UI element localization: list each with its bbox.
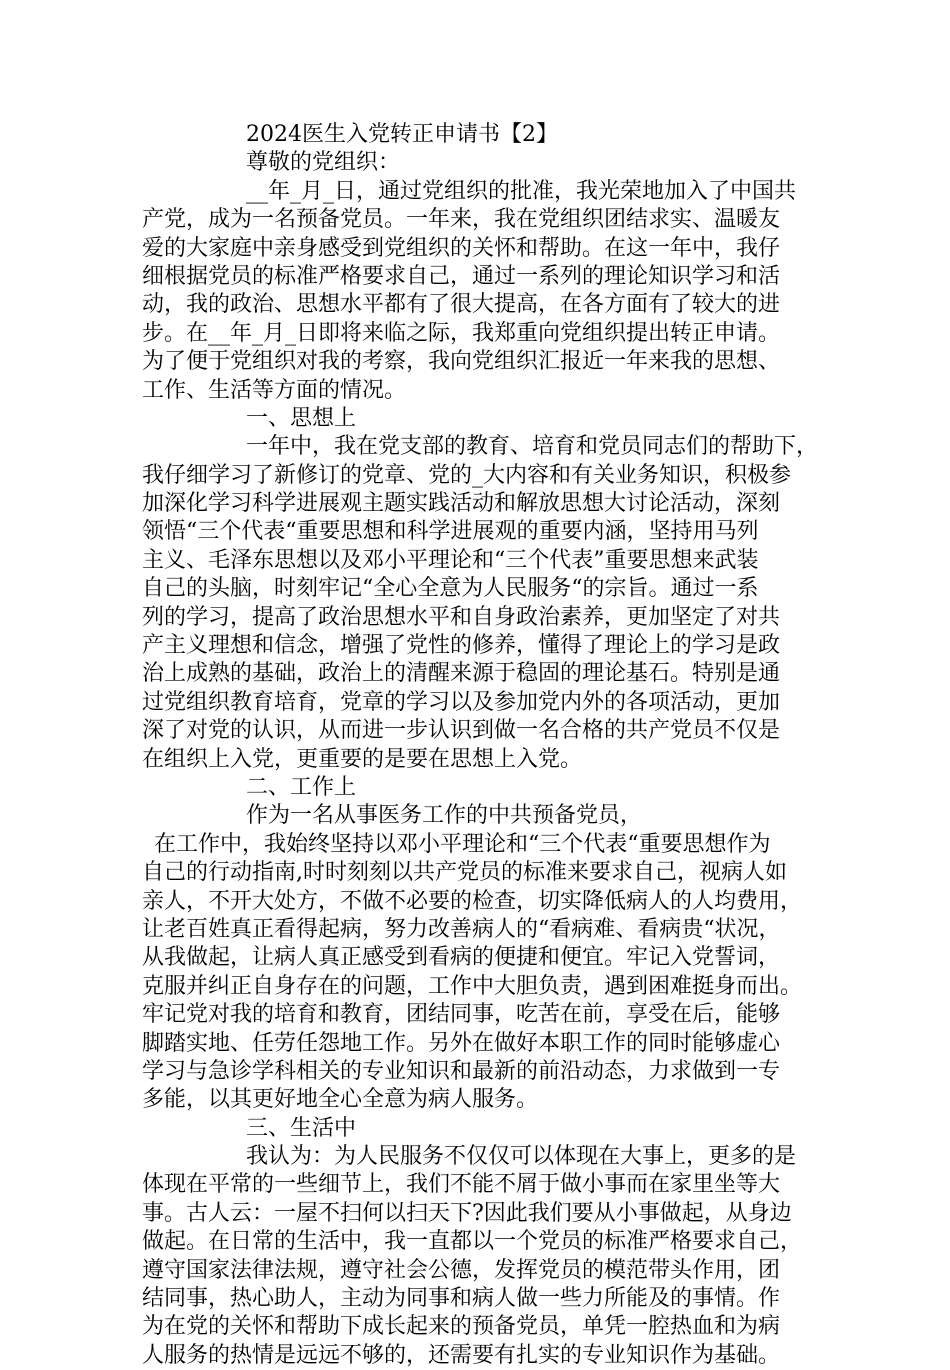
section-heading: 一、思想上 <box>246 405 357 431</box>
paragraph-line: 脚踏实地、任劳任怨地工作。另外在做好本职工作的同时能够虚心 <box>142 1030 781 1056</box>
paragraph-line: 作为一名从事医务工作的中共预备党员， <box>246 803 643 829</box>
paragraph-line: 产主义理想和信念，增强了党性的修养，懂得了理论上的学习是政 <box>142 633 781 659</box>
paragraph-line: 多能，以其更好地全心全意为病人服务。 <box>142 1087 539 1113</box>
paragraph-line: 产党，成为一名预备党员。一年来，我在党组织团结求实、温暖友 <box>142 207 781 233</box>
paragraph-line: 事。古人云：一屋不扫何以扫天下?因此我们要从小事做起，从身边 <box>142 1200 792 1226</box>
paragraph-line: 我仔细学习了新修订的党章、党的_大内容和有关业务知识，积极参 <box>142 462 792 488</box>
paragraph-line: __年_月_日，通过党组织的批准，我光荣地加入了中国共 <box>246 178 797 204</box>
paragraph-line: 我认为：为人民服务不仅仅可以体现在大事上，更多的是 <box>246 1144 797 1170</box>
paragraph-line: 学习与急诊学科相关的专业知识和最新的前沿动态，力求做到一专 <box>142 1058 781 1084</box>
paragraph-line: 细根据党员的标准严格要求自己，通过一系列的理论知识学习和活 <box>142 263 781 289</box>
paragraph-line: 遵守国家法律法规，遵守社会公德，发挥党员的模范带头作用，团 <box>142 1257 781 1283</box>
paragraph-line: 自己的行动指南,时时刻刻以共产党员的标准来要求自己，视病人如 <box>142 860 787 886</box>
paragraph-line: 为了便于党组织对我的考察，我向党组织汇报近一年来我的思想、 <box>142 349 781 375</box>
paragraph-line: 做起。在日常的生活中，我一直都以一个党员的标准严格要求自己， <box>142 1229 803 1255</box>
paragraph-line: 克服并纠正自身存在的问题，工作中大胆负责，遇到困难挺身而出。 <box>142 973 803 999</box>
section-heading: 三、生活中 <box>246 1115 357 1141</box>
paragraph-line: 过党组织教育培育，党章的学习以及参加党内外的各项活动，更加 <box>142 689 781 715</box>
paragraph-line: 步。在__年_月_日即将来临之际，我郑重向党组织提出转正申请。 <box>142 320 781 346</box>
paragraph-line: 工作、生活等方面的情况。 <box>142 377 407 403</box>
paragraph-line: 领悟“三个代表“重要思想和科学进展观的重要内涵，坚持用马列 <box>142 519 759 545</box>
paragraph-line: 从我做起，让病人真正感受到看病的便捷和便宜。牢记入党誓词， <box>142 945 781 971</box>
document-title: 2024医生入党转正申请书【2】 <box>246 122 558 147</box>
paragraph-line: 让老百姓真正看得起病，努力改善病人的“看病难、看病贵“状况， <box>142 916 781 942</box>
paragraph-line: 体现在平常的一些细节上，我们不能不屑于做小事而在家里坐等大 <box>142 1172 781 1198</box>
paragraph-line: 结同事，热心助人，主动为同事和病人做一些力所能及的事情。作 <box>142 1286 781 1312</box>
paragraph-line: 主义、毛泽东思想以及邓小平理论和“三个代表”重要思想来武装 <box>142 547 759 573</box>
paragraph-line: 人服务的热情是远远不够的，还需要有扎实的专业知识作为基础。 <box>142 1342 781 1368</box>
salutation: 尊敬的党组织： <box>246 150 401 176</box>
document-body <box>142 121 819 1370</box>
paragraph-line: 为在党的关怀和帮助下成长起来的预备党员，单凭一腔热血和为病 <box>142 1314 781 1340</box>
paragraph-line: 加深化学习科学进展观主题实践活动和解放思想大讨论活动，深刻 <box>142 491 781 517</box>
paragraph-line: 深了对党的认识，从而进一步认识到做一名合格的共产党员不仅是 <box>142 718 781 744</box>
section-heading: 二、工作上 <box>246 774 357 800</box>
paragraph-line: 治上成熟的基础，政治上的清醒来源于稳固的理论基石。特别是通 <box>142 661 781 687</box>
paragraph-line: 牢记党对我的培育和教育，团结同事，吃苦在前，享受在后，能够 <box>142 1002 781 1028</box>
paragraph-line: 在工作中，我始终坚持以邓小平理论和“三个代表“重要思想作为 <box>154 831 771 857</box>
paragraph-line: 亲人，不开大处方，不做不必要的检查，切实降低病人的人均费用， <box>142 888 803 914</box>
paragraph-line: 动，我的政治、思想水平都有了很大提高，在各方面有了较大的进 <box>142 292 781 318</box>
paragraph-line: 在组织上入党，更重要的是要在思想上入党。 <box>142 746 583 772</box>
paragraph-line: 列的学习，提高了政治思想水平和自身政治素养，更加坚定了对共 <box>142 604 781 630</box>
paragraph-line: 自己的头脑，时刻牢记“全心全意为人民服务“的宗旨。通过一系 <box>142 576 759 602</box>
paragraph-line: 爱的大家庭中亲身感受到党组织的关怀和帮助。在这一年中，我仔 <box>142 235 781 261</box>
paragraph-line: 一年中，我在党支部的教育、培育和党员同志们的帮助下， <box>246 434 819 460</box>
